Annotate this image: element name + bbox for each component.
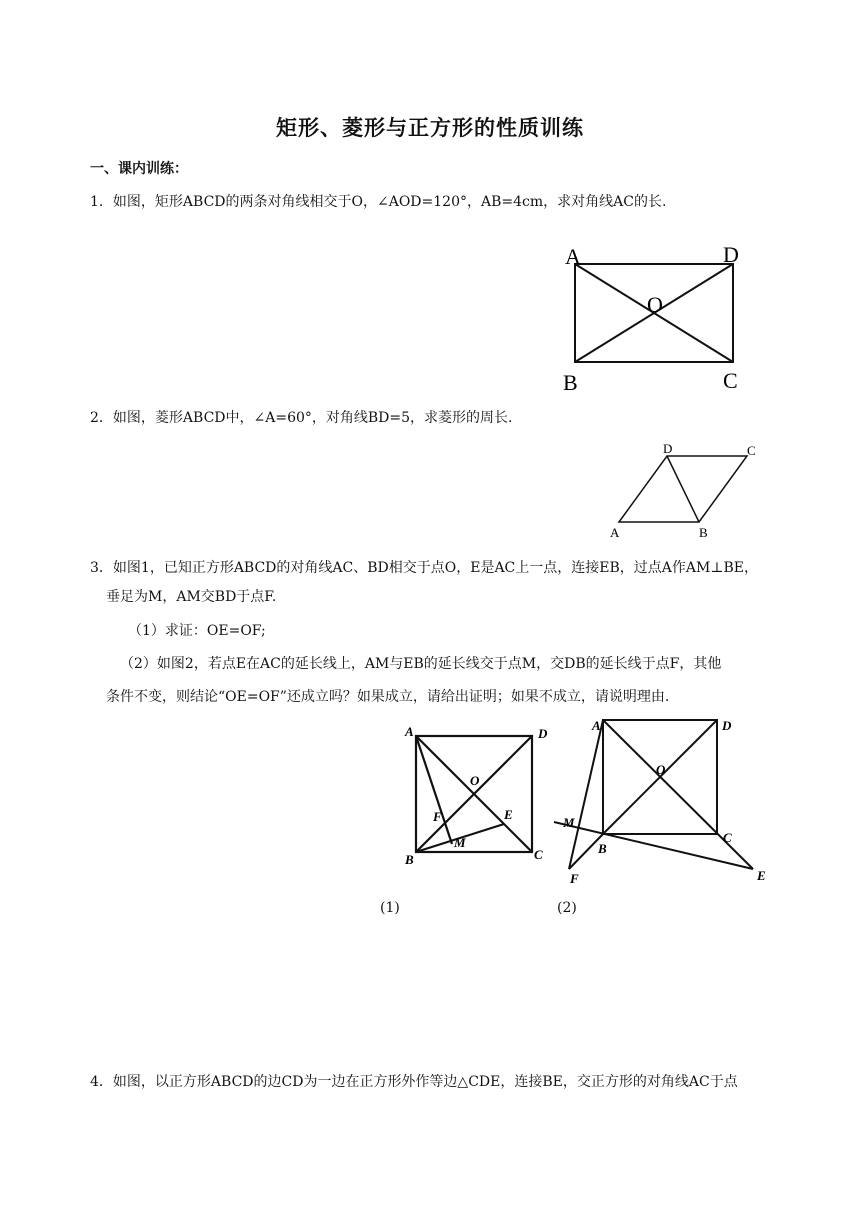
label-f: F	[433, 809, 442, 824]
square-figure-2	[550, 712, 780, 887]
square-figure-1	[400, 720, 560, 870]
label-d: D	[723, 242, 739, 267]
rhombus-figure	[600, 438, 770, 544]
label-o: O	[656, 762, 666, 777]
page-title: 矩形、菱形与正方形的性质训练	[276, 116, 584, 140]
label-d: D	[722, 718, 732, 733]
label-c: C	[723, 368, 738, 393]
question-3-part-2-line-1: （2）如图2，若点E在AC的延长线上，AM与EB的延长线交于点M，交DB的延长线于点F，其他	[120, 656, 722, 672]
label-a: A	[565, 244, 581, 269]
label-a: A	[405, 724, 414, 739]
label-e: E	[757, 868, 766, 883]
label-e: E	[504, 807, 513, 822]
label-b: B	[699, 525, 708, 540]
label-d: D	[663, 441, 673, 456]
question-3-part-1: （1）求证：OE=OF;	[128, 623, 266, 639]
label-f: F	[570, 871, 579, 886]
label-c: C	[534, 847, 543, 862]
label-b: B	[563, 370, 578, 395]
label-a: A	[592, 718, 601, 733]
question-3-line-1: 3．如图1，已知正方形ABCD的对角线AC、BD相交于点O，E是AC上一点，连接EB，过点A作AM⊥BE，	[90, 560, 758, 576]
label-a: A	[610, 525, 620, 540]
label-m: M	[454, 835, 466, 850]
label-d: D	[538, 726, 548, 741]
rectangle-figure	[555, 238, 755, 398]
label-o: O	[647, 292, 663, 317]
question-3-line-2: 垂足为M，AM交BD于点F.	[106, 589, 277, 605]
figure-2-caption: (2)	[557, 900, 577, 916]
section-heading: 一、课内训练：	[90, 161, 188, 177]
label-c: C	[723, 830, 732, 845]
label-o: O	[470, 773, 480, 788]
label-m: M	[563, 815, 575, 830]
label-b: B	[598, 841, 607, 856]
label-c: C	[747, 443, 756, 458]
question-1-text: 1．如图，矩形ABCD的两条对角线相交于O，∠AOD=120°，AB=4cm，求对角线AC的长.	[90, 194, 667, 210]
label-b: B	[405, 852, 414, 867]
question-4-text: 4．如图，以正方形ABCD的边CD为一边在正方形外作等边△CDE，连接BE，交正方形的对角线AC于点	[90, 1074, 738, 1090]
question-3-part-2-line-2: 条件不变，则结论“OE=OF”还成立吗？如果成立，请给出证明；如果不成立，请说明理由.	[106, 689, 670, 705]
figure-1-caption: (1)	[380, 900, 400, 916]
question-2-text: 2．如图，菱形ABCD中，∠A=60°，对角线BD=5，求菱形的周长.	[90, 410, 513, 426]
